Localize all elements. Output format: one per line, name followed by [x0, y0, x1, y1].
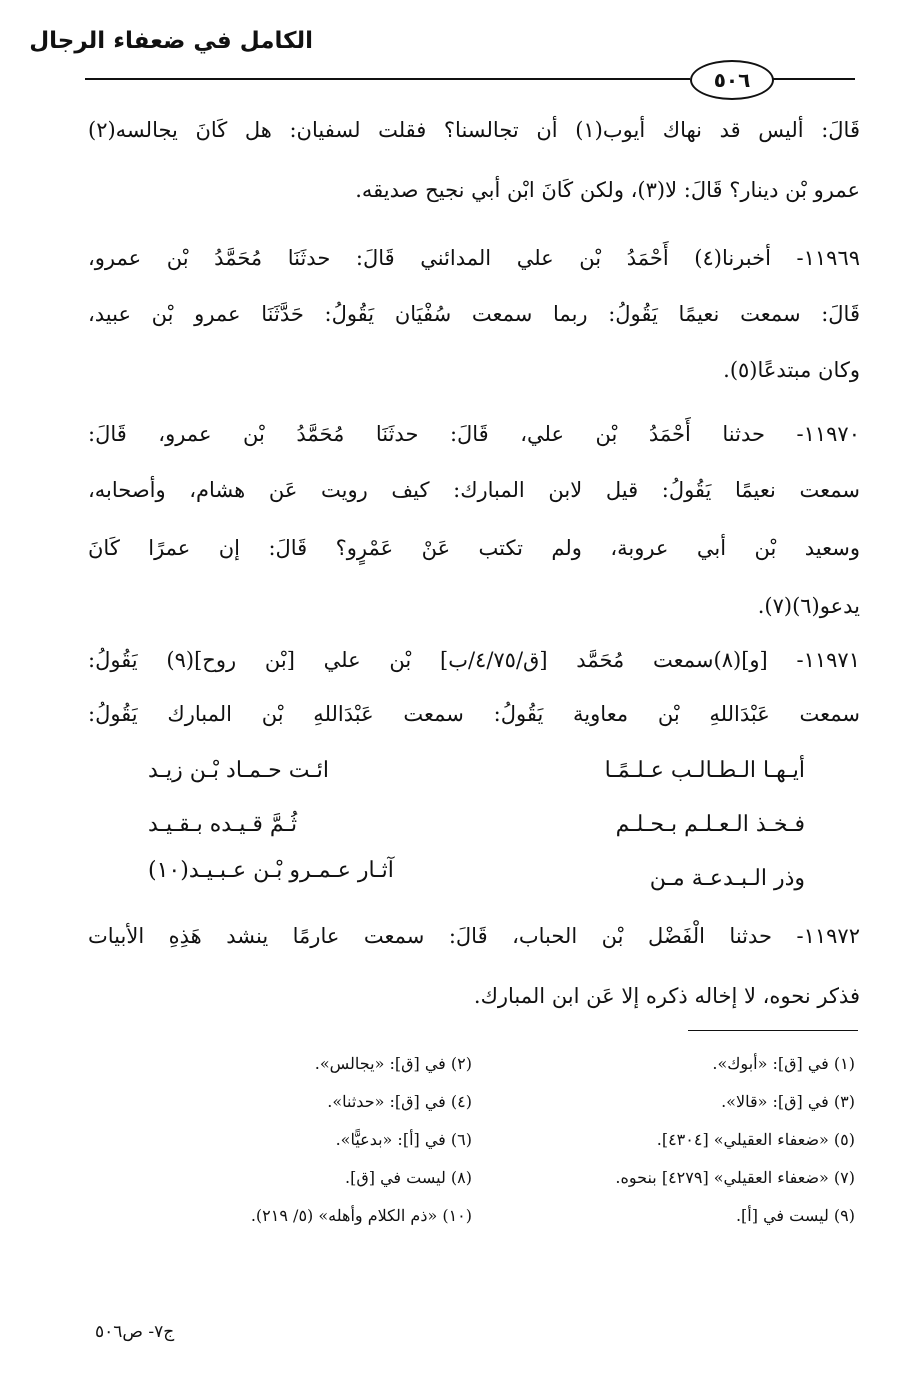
footnote: (٤) في [ق]: «حدثنا».	[327, 1092, 472, 1111]
text-line: قَالَ: أليس قد نهاك أيوب(١) أن تجالسنا؟ فقلت لسفيان: هل كَانَ يجالسه(٢)	[88, 118, 860, 142]
footnote: (٧) «ضعفاء العقيلي» [٤٢٧٩] بنحوه.	[615, 1168, 855, 1187]
verse-hemistich: آثـار عـمـرو بْـن عـبـيـد(١٠)	[148, 858, 394, 883]
text-line: ١١٩٧١- [و](٨)سمعت مُحَمَّد [ق/٤/٧٥/ب] بْن علي [بْن روح](٩) يَقُولُ:	[88, 648, 860, 672]
header-rule-right	[770, 78, 855, 80]
verse-hemistich: أيـهـا الـطـالـب عـلـمًـا	[604, 758, 805, 783]
text-line: يدعو(٦)(٧).	[757, 594, 860, 618]
footnote: (٦) في [أ]: «بدعيًّا».	[335, 1130, 472, 1149]
footnote: (١) في [ق]: «أبوك».	[712, 1054, 855, 1073]
text-line: ١١٩٦٩- أخبرنا(٤) أَحْمَدُ بْن علي المدائني قَالَ: حدثَنَا مُحَمَّدُ بْن عمرو،	[88, 246, 861, 270]
footnote: (٨) ليست في [ق].	[345, 1168, 472, 1187]
text-line: سمعت نعيمًا يَقُولُ: قيل لابن المبارك: كيف رويت عَن هشام، وأصحابه،	[88, 478, 860, 502]
footnote: (١٠) «ذم الكلام وأهله» (٥/ ٢١٩).	[250, 1206, 472, 1225]
header-rule-left	[85, 78, 690, 80]
verse-hemistich: ائـت حـمـاد بْـن زيـد	[148, 758, 330, 783]
page-number-badge: ٥٠٦	[690, 60, 774, 100]
footnote: (٢) في [ق]: «يجالس».	[314, 1054, 472, 1073]
text-line: وكان مبتدعًا(٥).	[723, 358, 860, 382]
footnote: (٩) ليست في [أ].	[735, 1206, 855, 1225]
text-line: سمعت عَبْدَاللهِ بْن معاوية يَقُولُ: سمعت عَبْدَاللهِ بْن المبارك يَقُولُ:	[88, 702, 860, 726]
verse-hemistich: وذر الـبـدعـة مـن	[649, 866, 805, 891]
text-line: عمرو بْن دينار؟ قَالَ: لا(٣)، ولكن كَانَ ابْن أبي نجيح صديقه.	[355, 178, 860, 202]
verse-hemistich: فـخـذ الـعـلـم بـحـلـم	[615, 812, 805, 837]
text-line: ١١٩٧٠- حدثنا أَحْمَدُ بْن علي، قَالَ: حدثَنَا مُحَمَّدُ بْن عمرو، قَالَ:	[88, 422, 860, 446]
text-line: قَالَ: سمعت نعيمًا يَقُولُ: ربما سمعت سُفْيَان يَقُولُ: حَدَّثَنَا عمرو بْن عبيد،	[88, 302, 860, 326]
footnote-rule	[688, 1030, 858, 1031]
verse-hemistich: ثُـمَّ قـيـده بـقـيـد	[148, 812, 298, 837]
running-header-title: الكامل في ضعفاء الرجال	[29, 28, 313, 54]
footnote: (٣) في [ق]: «قالا».	[721, 1092, 855, 1111]
text-line: فذكر نحوه، لا إخاله ذكره إلا عَن ابن المبارك.	[473, 984, 860, 1008]
volume-page-signature: ج٧- ص٥٠٦	[95, 1322, 175, 1342]
text-line: ١١٩٧٢- حدثنا الْفَضْل بْن الحباب، قَالَ: سمعت عارمًا ينشد هَذِهِ الأبيات	[88, 924, 860, 948]
footnote: (٥) «ضعفاء العقيلي» [٤٣٠٤].	[656, 1130, 855, 1149]
text-line: وسعيد بْن أبي عروبة، ولم تكتب عَنْ عَمْرٍو؟ قَالَ: إن عمرًا كَانَ	[88, 536, 860, 560]
